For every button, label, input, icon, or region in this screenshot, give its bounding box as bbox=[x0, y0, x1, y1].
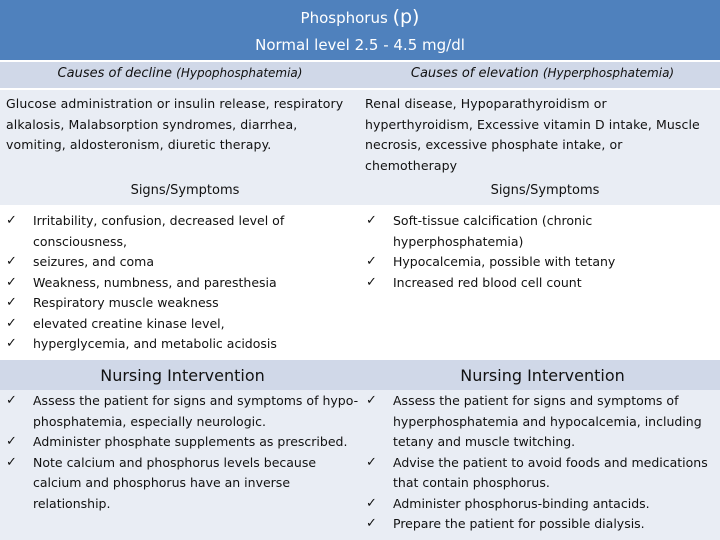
check-icon: ✓ bbox=[366, 274, 377, 290]
decline-signs-heading: Signs/Symptoms bbox=[130, 183, 240, 198]
check-icon: ✓ bbox=[366, 454, 377, 470]
check-icon: ✓ bbox=[6, 454, 17, 470]
decline-nursing-heading: Nursing Intervention bbox=[100, 366, 265, 385]
elevation-signs-list bbox=[366, 211, 716, 293]
list-item: ✓ seizures, and coma bbox=[6, 252, 356, 273]
title-symbol: (p) bbox=[392, 6, 420, 28]
list-item: ✓ Advise the patient to avoid foods and medications that contain phosphorus. bbox=[366, 454, 708, 490]
list-item: ✓ Increased red blood cell count bbox=[366, 273, 716, 294]
check-icon: ✓ bbox=[366, 495, 377, 511]
list-item: ✓ Hypocalcemia, possible with tetany bbox=[366, 252, 716, 273]
check-icon: ✓ bbox=[6, 336, 17, 351]
decline-causes: Glucose administration or insulin release, respiratory alkalosis, Malabsorption syndromes, diarrhea, vomiting, aldosteronism, diuretic therapy. bbox=[6, 96, 344, 152]
elevation-signs-heading: Signs/Symptoms bbox=[490, 183, 600, 198]
elevation-heading: Causes of elevation (Hyperphosphatemia) bbox=[410, 66, 675, 81]
list-item: ✓ Respiratory muscle weakness bbox=[6, 293, 356, 314]
elevation-nursing-heading: Nursing Intervention bbox=[460, 366, 625, 385]
list-item: ✓ elevated creatine kinase level, bbox=[6, 314, 356, 335]
check-icon: ✓ bbox=[6, 274, 17, 290]
decline-nursing-list bbox=[6, 391, 362, 514]
list-item: ✓ Weakness, numbness, and paresthesia bbox=[6, 273, 356, 294]
list-item: ✓ Soft-tissue calcification (chronic hyperphosphatemia) bbox=[366, 213, 593, 249]
decline-signs-list bbox=[6, 211, 356, 355]
list-item: ✓ Assess the patient for signs and symptoms of hypo-phosphatemia, especially neurologic. bbox=[6, 393, 359, 429]
list-item: ✓ Assess the patient for signs and symptoms of hyperphosphatemia and hypocalcemia, including tetany and muscle twitching. bbox=[366, 393, 702, 449]
decline-heading: Causes of decline (Hypophosphatemia) bbox=[57, 66, 303, 81]
check-icon: ✓ bbox=[6, 393, 17, 408]
list-item: ✓ Irritability, confusion, decreased level of consciousness, bbox=[6, 213, 285, 249]
check-icon: ✓ bbox=[366, 254, 377, 269]
check-icon: ✓ bbox=[6, 295, 17, 310]
check-icon: ✓ bbox=[6, 213, 17, 228]
check-icon: ✓ bbox=[6, 434, 17, 449]
check-icon: ✓ bbox=[366, 213, 377, 228]
title-banner bbox=[0, 0, 720, 60]
list-item: ✓ Administer phosphate supplements as prescribed. bbox=[6, 432, 362, 453]
normal-level: Normal level 2.5 - 4.5 mg/dl bbox=[255, 36, 465, 54]
check-icon: ✓ bbox=[6, 315, 17, 331]
page-title: Phosphorus (p) bbox=[300, 6, 420, 28]
check-icon: ✓ bbox=[6, 254, 17, 269]
list-item: ✓ Prepare the patient for possible dialysis. bbox=[366, 514, 716, 535]
list-item: ✓ Note calcium and phosphorus levels because calcium and phosphorus have an inverse relationship. bbox=[6, 454, 317, 511]
elevation-causes: Renal disease, Hypoparathyroidism or hyperthyroidism, Excessive vitamin D intake, Muscle necrosis, excessive phosphate intake, or chemotherapy bbox=[365, 96, 700, 173]
elevation-nursing-list bbox=[366, 391, 716, 535]
check-icon: ✓ bbox=[366, 516, 377, 531]
list-item: ✓ Administer phosphorus-binding antacids. bbox=[366, 494, 716, 515]
check-icon: ✓ bbox=[366, 393, 377, 408]
list-item: ✓ hyperglycemia, and metabolic acidosis bbox=[6, 334, 356, 355]
